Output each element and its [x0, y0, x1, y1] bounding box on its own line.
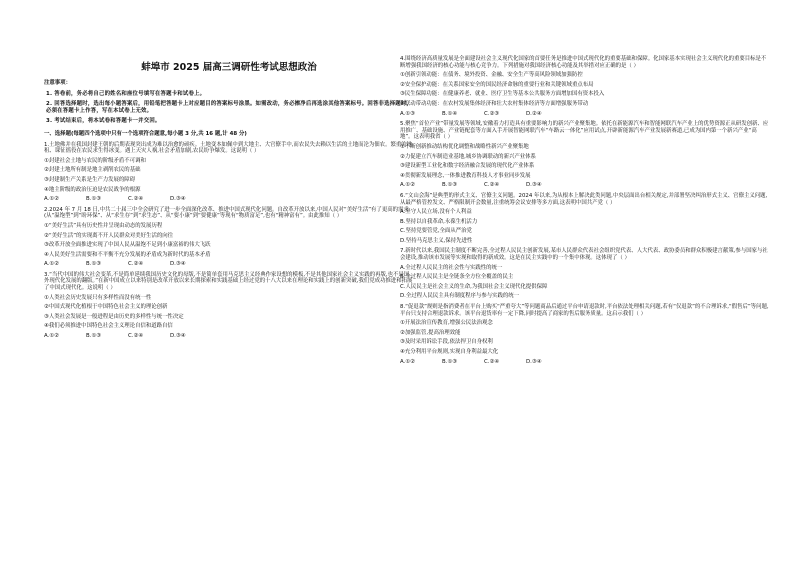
choice-d: D.③④ — [526, 358, 542, 365]
option: ②安全保护动能：在关系国家安全的国民经济命脉的重要行业和关键领域重点布局 — [400, 81, 594, 88]
option: ②力促建立汽车制造业基地,城乡协调联动的新兴产业体系 — [400, 153, 536, 160]
answer-choices — [44, 196, 414, 203]
option: ④人民美好生活需要和不平衡不充分发展的矛盾成为新时代的基本矛盾 — [44, 251, 211, 258]
option: ①不断创新推动结构优化调整和战略性新兴产业聚集地 — [400, 143, 529, 150]
option: A.全过程人民民主的社会性与实践性的统一 — [400, 264, 503, 271]
question-stem: 3.“当代中国的伟大社会变革,不是简单延续我国历史文化的母版,不是简单套用马克思主义经典作家设想的模板,不是其他国家社会主义实践的再版,也不是国外现代化发展的翻版。”在新中国成立以来特别是改革开放以来长期探索和实践基础上经过党的十八大以来在理论和实践上的创新突破,我们党成功推进和拓展了中国式现代化。这说明（ ） — [44, 271, 413, 292]
note-item: 1. 答卷前，务必将自己的姓名和座位号填写在答题卡和试卷上。 — [46, 90, 206, 97]
choice-b: B.①③ — [442, 182, 458, 189]
section-heading: 一、选择题(每题四个选项中只有一个选项符合题意,每小题 3 分,共 16 题,计 48 分) — [44, 130, 247, 137]
option: B.坚持以自我革命,永葆生机活力 — [400, 218, 478, 225]
choice-c: C.②④ — [128, 261, 144, 268]
choice-a: A.①② — [44, 196, 59, 203]
note-item: 2. 回答选择题时，选出每小题答案后，用铅笔把答题卡上对应题目的答案标号涂黑。如需改动，务必擦净后再选涂其他答案标号。回答非选择题时，必须在答题卡上作答，写在本试卷上无效。 — [46, 101, 413, 114]
answer-choices — [400, 111, 770, 118]
choice-c: C.②③ — [484, 110, 500, 117]
option: ④地主阶级的政治压迫是农民战争的根源 — [44, 186, 141, 193]
option: ①“美好生活”具有历史性并呈现由动态的发展历程 — [44, 222, 163, 229]
question-stem: 7.新时代以来,我国民主制度不断完善,全过程人民民主创新发展,某市人民群众代表社会组织党代表、人大代表、政协委员和群众积极建言献策,参与国家与社会建设,推动该市发展等实现和取得的新成效。这是在民主实践中的一个集中体现。这体现了（ ） — [400, 248, 768, 262]
choice-c: C.②④ — [128, 196, 144, 203]
question-stem: 4.围绕经济高质量发展是全面建设社会主义现代化国家的首要任务是推进中国式现代化的重要基础和保障。化国家基本实现社会主义现代化的重要目标是不断增强我国经济的核心功能与核心竞争力。下列措施对我国经济核心功能及其举措对应正确的是（ ） — [400, 56, 767, 69]
option: A.坚守人民立场,没有个人利益 — [400, 209, 472, 216]
choice-a: A.①② — [400, 358, 415, 365]
right-column — [400, 52, 770, 562]
option: ④联动带动功能：在农村发展集体经济和壮大农村集体经济等方面增强服务带动 — [400, 100, 589, 107]
question-6 — [400, 193, 770, 245]
question-stem: 1.土地佛并在我国封建王朝的后期表现突出成为难以治愈的顽疾。土地变本如佩中到大地主、大官僚手中,而农民失去赖以生活的土地而沦为佃农。繁重的地租、课征徭役在农民求生得冰变。遇上天灾人祸,社会矛盾加剧,农民纷争爆发。这说明（ ） — [44, 141, 413, 155]
option: ①封建社会土地与农民的阶级矛盾不可调和 — [44, 157, 146, 164]
exam-title: 蚌埠市 2025 届高三调研性考试思想政治 — [141, 62, 317, 73]
option: B.全过程人民民主是全链条全方位全覆盖的民主 — [400, 274, 514, 281]
option: D.坚持马克思主义,保持先进性 — [400, 237, 473, 244]
option: ③及时采用诉讼手段,依法捍卫自身权利 — [400, 339, 493, 346]
option: ③封建制生产关系是生产力发展的障碍 — [44, 176, 136, 183]
question-stem: 2.2024 年 7 月 18 日,中共二十届三中全会研究了进一步全面深化改革、推进中国式现代化问题。自改革开放以来,中国人民对“美好生活”有了更高的需求(从“温饱型”到“盼环保”、从“求生存”到“求生态”、从“要小康”到“要健康”等现有“物质富足”,也有“精神富有”。由此推知（ ） — [44, 206, 409, 220]
option: ③民生保障功能：在健康养老、就业、医疗卫生等基本公共服务方面增加国有资本投入 — [400, 91, 605, 98]
answer-choices — [400, 182, 770, 189]
option: ②加强监管,提高治理效能 — [400, 329, 461, 336]
question-stem: 6.“文山会海”是典型的形式主义、官僚主义问题。2024 年以来,为从根本上解决此类问题,中央层面出台相关规定,并部署坚决纠治形式主义、官僚主义问题,从最严格管控发文、严格限制开会数量,注重统筹会议安排等多方面,这表明中国共产党（ ） — [400, 192, 768, 206]
option: ③人类社会发展是一般进程是由历史的多样性与统一性决定 — [44, 313, 184, 320]
left-column — [44, 0, 414, 562]
option: ③建设新型工业化和数字经济融合发展的现代化产业体系 — [400, 163, 535, 170]
question-3 — [44, 272, 414, 340]
choice-d: D.③④ — [170, 333, 186, 340]
choice-a: A.①② — [44, 333, 59, 340]
answer-choices — [44, 261, 414, 268]
question-4 — [400, 56, 770, 117]
choice-a: A.①③ — [400, 110, 415, 117]
choice-c: C.②④ — [128, 333, 144, 340]
choice-b: B.①③ — [442, 358, 458, 365]
choice-a: A.①② — [400, 182, 415, 189]
question-7 — [400, 248, 770, 300]
question-stem: 8.“促退款”规则是指消费者在平台上购买“严重夸大”等问题商品后通过平台申请退款时,平台依法处理相关问题,若有“仅退款”的不合理诉求,“假售后”等问题,平台只支持合理退款诉求。该平台退货率有一定下降,同时提高了商家的售后服务质量。这启示我们（ ） — [400, 304, 769, 317]
question-5 — [400, 121, 770, 189]
option: D.全过程人民民主具有制度程序与参与实践的统一 — [400, 293, 520, 300]
choice-b: B.①③ — [86, 196, 102, 203]
option: C.人民民主是社会主义的生命,为我国社会主义现代化提供保障 — [400, 283, 548, 290]
option: ②中国式现代化植根于中国特色社会主义的理论创新 — [44, 304, 168, 311]
option: ①创新引领动能：在债务、境外投资、金融、安全生产等高风险领域加强防控 — [400, 72, 583, 79]
option: ④贯彻新发展理念,一体推进教育科技人才事业同步发展 — [400, 172, 531, 179]
choice-d: D.③④ — [526, 182, 542, 189]
option: C.坚持党要管党,全面从严治党 — [400, 228, 472, 235]
note-item: 3. 考试结束后，将本试卷和答题卡一并交回。 — [46, 118, 161, 125]
choice-c: C.②④ — [484, 182, 500, 189]
notes-title: 注意事项： — [44, 80, 71, 86]
choice-b: B.①③ — [86, 333, 102, 340]
question-stem: 5.聚焦“首位产业”带量发展等领域,安徽着力打造具有重要影响力的新兴产业聚集地。依托在新能源汽车和智能网联汽车产业上的优势资源正从研发创新、应用推广、基础设施、产业链配套等方面入手开展智能网联汽车“车路云一体化”应用试点,开辟新能源汽车产业发展新赛道,已成为国内第一个新兴产业“高地”。这表明我省（ ） — [400, 121, 769, 141]
choice-a: A.①② — [44, 261, 59, 268]
option: ④充分利用平台规则,实现自身利益最大化 — [400, 349, 499, 355]
choice-d: D.②④ — [526, 110, 542, 117]
choice-b: B.①④ — [442, 110, 458, 117]
choice-c: C.②④ — [484, 358, 500, 365]
option: ②“美好生活”的实现离不开人民群众对美好生活的向往 — [44, 232, 174, 239]
option: ①开展法治宣传教育,增强公民法治观念 — [400, 320, 493, 327]
choice-b: B.①③ — [86, 261, 102, 268]
choice-d: D.③④ — [170, 261, 186, 268]
question-1 — [44, 142, 414, 203]
question-2 — [44, 207, 414, 268]
option: ②封建土地所有制是地主剥削农民的基础 — [44, 167, 141, 174]
question-8 — [400, 304, 770, 365]
answer-choices — [44, 333, 414, 340]
answer-choices — [400, 359, 770, 366]
option: ③改革开放全面推进实现了中国人民从温饱不足到小康富裕的伟大飞跃 — [44, 242, 211, 249]
option: ①人类社会历史发展只有多样性而没有统一性 — [44, 294, 152, 301]
choice-d: D.③④ — [170, 196, 186, 203]
option: ④我们必须推进中国特色社会主义理论自信和道路自信 — [44, 323, 173, 330]
